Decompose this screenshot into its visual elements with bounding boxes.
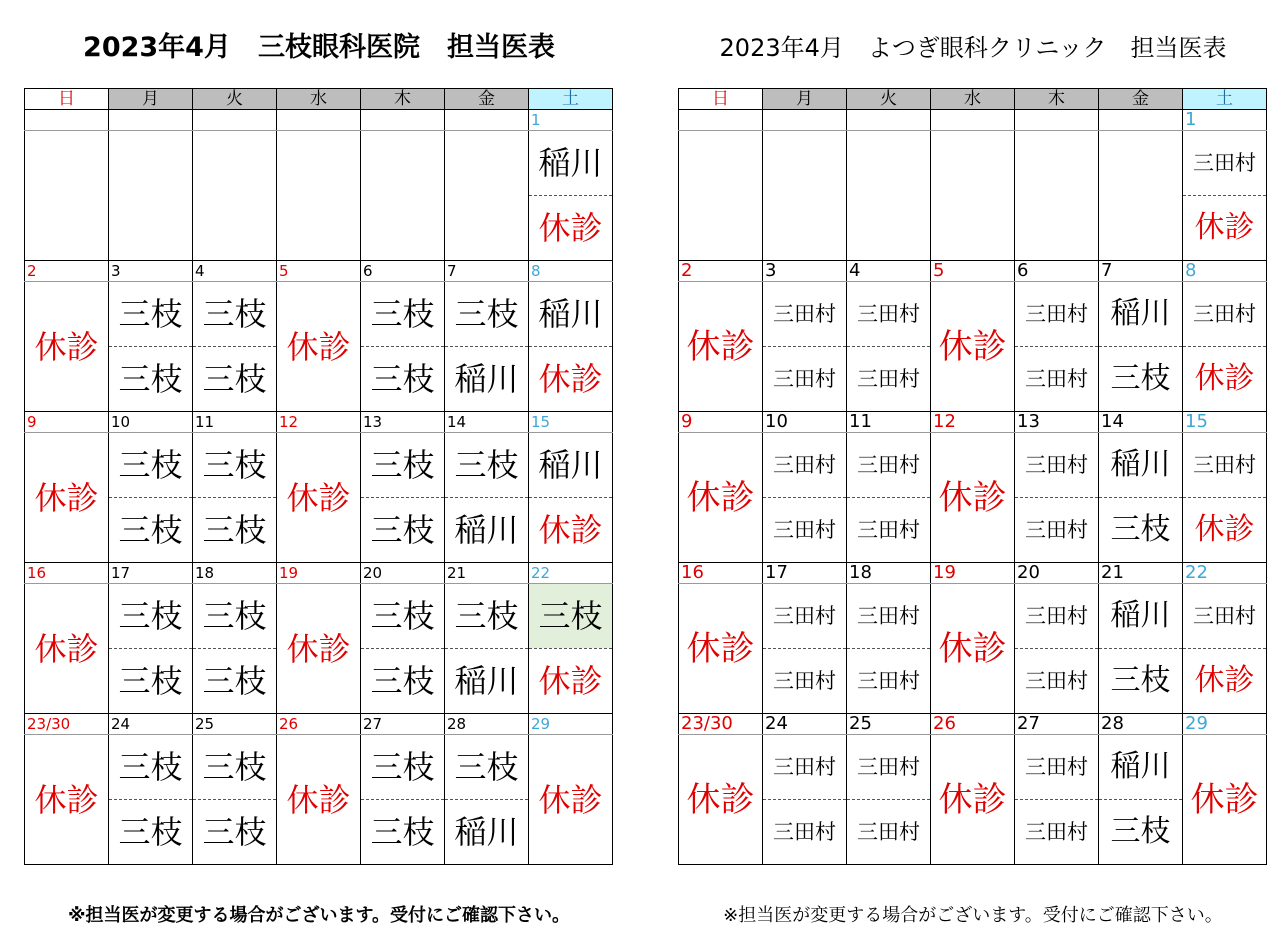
right-am-row	[679, 131, 1267, 196]
right-date-cell: 8	[1183, 261, 1267, 282]
right-date-cell	[847, 110, 931, 131]
right-date-row	[679, 563, 1267, 584]
left-date-cell: 8	[529, 261, 613, 282]
left-weekday-header-row	[25, 89, 613, 110]
left-schedule-title: 2023年4月 三枝眼科医院 担当医表	[83, 32, 555, 63]
doctor-cell-fullday: 休診	[679, 735, 763, 865]
left-date-cell: 28	[445, 714, 529, 735]
doctor-cell-pm: 三枝	[1099, 347, 1183, 412]
doctor-cell-pm: 三枝	[1099, 649, 1183, 714]
doctor-cell-pm: 三枝	[193, 498, 277, 563]
right-date-cell: 13	[1015, 412, 1099, 433]
right-date-cell	[1099, 110, 1183, 131]
doctor-cell-am: 三枝	[361, 584, 445, 649]
doctor-cell-pm: 休診	[1183, 498, 1267, 563]
doctor-cell-am: 稲川	[529, 131, 613, 196]
left-weekday-header: 土	[529, 89, 613, 110]
left-weekday-header: 日	[25, 89, 109, 110]
doctor-cell-fullday: 休診	[277, 584, 361, 714]
right-date-cell: 11	[847, 412, 931, 433]
right-date-cell: 12	[931, 412, 1015, 433]
doctor-cell-pm: 三田村	[1015, 498, 1099, 563]
doctor-cell-am: 三枝	[193, 433, 277, 498]
right-date-cell: 20	[1015, 563, 1099, 584]
doctor-cell-am: 三田村	[1015, 735, 1099, 800]
left-date-cell: 7	[445, 261, 529, 282]
right-date-cell: 28	[1099, 714, 1183, 735]
doctor-cell-am: 三田村	[1183, 433, 1267, 498]
right-am-row	[679, 735, 1267, 800]
left-calendar-table	[24, 88, 613, 865]
right-date-cell	[931, 110, 1015, 131]
doctor-cell-pm: 三枝	[109, 347, 193, 412]
left-date-row	[25, 714, 613, 735]
doctor-cell-fullday	[931, 131, 1015, 261]
doctor-cell-pm: 三枝	[109, 649, 193, 714]
left-date-row	[25, 110, 613, 131]
right-date-row	[679, 110, 1267, 131]
doctor-cell-am: 三田村	[763, 282, 847, 347]
doctor-cell-fullday	[277, 131, 361, 261]
doctor-cell-am: 三枝	[445, 282, 529, 347]
right-date-cell: 25	[847, 714, 931, 735]
left-am-row	[25, 131, 613, 196]
left-date-cell: 27	[361, 714, 445, 735]
left-date-cell: 6	[361, 261, 445, 282]
doctor-cell-am: 三田村	[1015, 584, 1099, 649]
right-date-cell: 14	[1099, 412, 1183, 433]
doctor-cell-pm: 休診	[1183, 196, 1267, 261]
doctor-cell-fullday: 休診	[931, 282, 1015, 412]
doctor-cell-fullday: 休診	[679, 282, 763, 412]
right-weekday-header: 木	[1015, 89, 1099, 110]
left-date-cell: 25	[193, 714, 277, 735]
doctor-cell-am: 三枝	[193, 282, 277, 347]
left-date-cell: 13	[361, 412, 445, 433]
doctor-cell-pm: 三枝	[1099, 498, 1183, 563]
doctor-cell-pm: 三田村	[1015, 800, 1099, 865]
left-am-row	[25, 433, 613, 498]
left-schedule-panel	[24, 0, 614, 944]
doctor-cell-pm: 三田村	[763, 347, 847, 412]
left-date-cell: 4	[193, 261, 277, 282]
doctor-cell-am: 三枝	[109, 282, 193, 347]
doctor-cell-am: 三枝	[529, 584, 613, 649]
doctor-cell-fullday: 休診	[529, 735, 613, 865]
left-am-row	[25, 584, 613, 649]
left-date-cell	[277, 110, 361, 131]
right-weekday-header: 日	[679, 89, 763, 110]
doctor-cell-pm: 三枝	[361, 800, 445, 865]
doctor-cell-pm: 三田村	[1015, 649, 1099, 714]
left-date-cell: 16	[25, 563, 109, 584]
doctor-cell-fullday: 休診	[25, 282, 109, 412]
right-schedule-panel	[678, 0, 1268, 944]
doctor-cell-fullday	[1015, 131, 1099, 261]
right-date-cell	[1015, 110, 1099, 131]
doctor-cell-pm: 三枝	[361, 347, 445, 412]
doctor-cell-fullday	[1099, 131, 1183, 261]
doctor-cell-fullday: 休診	[931, 433, 1015, 563]
doctor-cell-pm: 休診	[529, 347, 613, 412]
doctor-cell-pm: 休診	[529, 649, 613, 714]
left-weekday-header: 金	[445, 89, 529, 110]
doctor-cell-fullday: 休診	[931, 735, 1015, 865]
left-date-cell: 9	[25, 412, 109, 433]
doctor-cell-am: 三枝	[361, 282, 445, 347]
doctor-cell-pm: 三枝	[361, 649, 445, 714]
doctor-cell-pm: 三田村	[847, 649, 931, 714]
right-am-row	[679, 282, 1267, 347]
right-date-cell: 29	[1183, 714, 1267, 735]
doctor-cell-am: 稲川	[1099, 584, 1183, 649]
left-date-cell: 20	[361, 563, 445, 584]
doctor-cell-pm: 休診	[1183, 347, 1267, 412]
doctor-cell-am: 三枝	[361, 735, 445, 800]
right-date-cell: 2	[679, 261, 763, 282]
left-date-cell: 22	[529, 563, 613, 584]
doctor-cell-pm: 三枝	[361, 498, 445, 563]
doctor-cell-pm: 三枝	[109, 800, 193, 865]
right-date-cell: 1	[1183, 110, 1267, 131]
left-date-cell: 12	[277, 412, 361, 433]
right-date-cell: 7	[1099, 261, 1183, 282]
left-date-cell	[445, 110, 529, 131]
right-am-row	[679, 584, 1267, 649]
doctor-cell-am: 三枝	[445, 584, 529, 649]
doctor-cell-am: 稲川	[1099, 282, 1183, 347]
left-date-cell: 18	[193, 563, 277, 584]
left-date-cell: 1	[529, 110, 613, 131]
doctor-cell-am: 三枝	[445, 433, 529, 498]
right-date-cell: 10	[763, 412, 847, 433]
doctor-cell-pm: 三枝	[109, 498, 193, 563]
left-weekday-header: 木	[361, 89, 445, 110]
right-date-cell: 5	[931, 261, 1015, 282]
doctor-cell-pm: 三田村	[847, 498, 931, 563]
doctor-cell-pm: 三田村	[763, 498, 847, 563]
right-weekday-header: 金	[1099, 89, 1183, 110]
doctor-cell-am: 三田村	[1015, 433, 1099, 498]
left-date-cell: 10	[109, 412, 193, 433]
left-date-cell: 5	[277, 261, 361, 282]
doctor-cell-fullday	[193, 131, 277, 261]
doctor-cell-am: 稲川	[1099, 735, 1183, 800]
right-date-cell: 17	[763, 563, 847, 584]
left-date-cell: 17	[109, 563, 193, 584]
right-date-cell: 22	[1183, 563, 1267, 584]
right-date-cell: 15	[1183, 412, 1267, 433]
right-weekday-header: 火	[847, 89, 931, 110]
doctor-cell-fullday: 休診	[25, 433, 109, 563]
doctor-cell-fullday: 休診	[277, 433, 361, 563]
left-date-cell	[25, 110, 109, 131]
left-date-cell: 26	[277, 714, 361, 735]
doctor-cell-am: 三田村	[1183, 584, 1267, 649]
right-date-cell: 26	[931, 714, 1015, 735]
left-date-row	[25, 261, 613, 282]
right-date-cell: 19	[931, 563, 1015, 584]
doctor-cell-pm: 稲川	[445, 347, 529, 412]
doctor-cell-am: 三枝	[193, 584, 277, 649]
right-date-cell: 21	[1099, 563, 1183, 584]
doctor-cell-pm: 三田村	[1015, 347, 1099, 412]
doctor-cell-fullday: 休診	[25, 584, 109, 714]
doctor-cell-am: 三田村	[847, 433, 931, 498]
left-date-cell: 19	[277, 563, 361, 584]
doctor-cell-fullday: 休診	[679, 433, 763, 563]
left-weekday-header: 月	[109, 89, 193, 110]
doctor-cell-pm: 休診	[529, 196, 613, 261]
right-date-cell: 6	[1015, 261, 1099, 282]
right-weekday-header: 月	[763, 89, 847, 110]
left-date-cell	[109, 110, 193, 131]
doctor-cell-am: 三田村	[763, 433, 847, 498]
doctor-cell-am: 三田村	[1015, 282, 1099, 347]
left-am-row	[25, 282, 613, 347]
right-date-cell: 24	[763, 714, 847, 735]
left-date-cell: 15	[529, 412, 613, 433]
doctor-cell-pm: 三田村	[763, 800, 847, 865]
right-date-cell: 4	[847, 261, 931, 282]
left-date-cell: 2	[25, 261, 109, 282]
doctor-cell-am: 三田村	[763, 735, 847, 800]
doctor-cell-fullday: 休診	[277, 282, 361, 412]
doctor-cell-fullday: 休診	[277, 735, 361, 865]
doctor-cell-pm: 稲川	[445, 649, 529, 714]
left-date-cell: 21	[445, 563, 529, 584]
right-date-cell: 27	[1015, 714, 1099, 735]
left-date-cell: 14	[445, 412, 529, 433]
left-date-cell: 3	[109, 261, 193, 282]
doctor-cell-fullday: 休診	[25, 735, 109, 865]
right-date-cell	[763, 110, 847, 131]
right-date-cell	[679, 110, 763, 131]
doctor-cell-am: 三枝	[109, 433, 193, 498]
left-weekday-header: 火	[193, 89, 277, 110]
doctor-cell-pm: 三田村	[847, 800, 931, 865]
right-schedule-title: 2023年4月 よつぎ眼科クリニック 担当医表	[719, 34, 1227, 62]
left-date-row	[25, 563, 613, 584]
doctor-cell-am: 稲川	[529, 282, 613, 347]
doctor-cell-am: 稲川	[529, 433, 613, 498]
doctor-cell-pm: 休診	[529, 498, 613, 563]
left-am-row	[25, 735, 613, 800]
right-weekday-header: 水	[931, 89, 1015, 110]
doctor-cell-fullday	[445, 131, 529, 261]
doctor-cell-pm: 三田村	[847, 347, 931, 412]
right-footer-note: ※担当医が変更する場合がございます。受付にご確認下さい。	[723, 905, 1223, 926]
doctor-cell-am: 三枝	[193, 735, 277, 800]
doctor-cell-fullday	[847, 131, 931, 261]
left-date-cell: 11	[193, 412, 277, 433]
doctor-cell-am: 三田村	[847, 282, 931, 347]
doctor-cell-pm: 三枝	[193, 800, 277, 865]
right-date-row	[679, 714, 1267, 735]
doctor-cell-am: 三田村	[847, 584, 931, 649]
doctor-cell-fullday: 休診	[1183, 735, 1267, 865]
doctor-cell-fullday	[763, 131, 847, 261]
doctor-cell-fullday	[361, 131, 445, 261]
doctor-cell-am: 三枝	[109, 584, 193, 649]
doctor-cell-am: 三田村	[763, 584, 847, 649]
left-date-cell	[361, 110, 445, 131]
right-date-cell: 3	[763, 261, 847, 282]
doctor-cell-am: 三枝	[445, 735, 529, 800]
left-date-cell: 24	[109, 714, 193, 735]
left-weekday-header: 水	[277, 89, 361, 110]
doctor-cell-fullday: 休診	[931, 584, 1015, 714]
doctor-cell-pm: 三枝	[193, 649, 277, 714]
doctor-cell-fullday	[25, 131, 109, 261]
right-date-row	[679, 412, 1267, 433]
doctor-cell-am: 三田村	[1183, 282, 1267, 347]
doctor-cell-pm: 三田村	[763, 649, 847, 714]
doctor-cell-pm: 稲川	[445, 800, 529, 865]
right-weekday-header-row	[679, 89, 1267, 110]
doctor-cell-pm: 三枝	[193, 347, 277, 412]
right-date-cell: 18	[847, 563, 931, 584]
doctor-cell-pm: 三枝	[1099, 800, 1183, 865]
left-date-cell: 23/30	[25, 714, 109, 735]
right-date-row	[679, 261, 1267, 282]
doctor-cell-am: 三田村	[1183, 131, 1267, 196]
left-footer-note: ※担当医が変更する場合がございます。受付にご確認下さい。	[67, 905, 571, 926]
right-weekday-header: 土	[1183, 89, 1267, 110]
doctor-cell-pm: 休診	[1183, 649, 1267, 714]
left-date-row	[25, 412, 613, 433]
doctor-cell-fullday	[109, 131, 193, 261]
right-calendar-table	[678, 88, 1267, 865]
right-date-cell: 23/30	[679, 714, 763, 735]
left-date-cell: 29	[529, 714, 613, 735]
doctor-cell-fullday: 休診	[679, 584, 763, 714]
doctor-cell-fullday	[679, 131, 763, 261]
right-date-cell: 16	[679, 563, 763, 584]
left-date-cell	[193, 110, 277, 131]
right-am-row	[679, 433, 1267, 498]
doctor-cell-am: 三田村	[847, 735, 931, 800]
doctor-cell-am: 三枝	[361, 433, 445, 498]
doctor-cell-pm: 稲川	[445, 498, 529, 563]
right-date-cell: 9	[679, 412, 763, 433]
doctor-cell-am: 三枝	[109, 735, 193, 800]
doctor-cell-am: 稲川	[1099, 433, 1183, 498]
